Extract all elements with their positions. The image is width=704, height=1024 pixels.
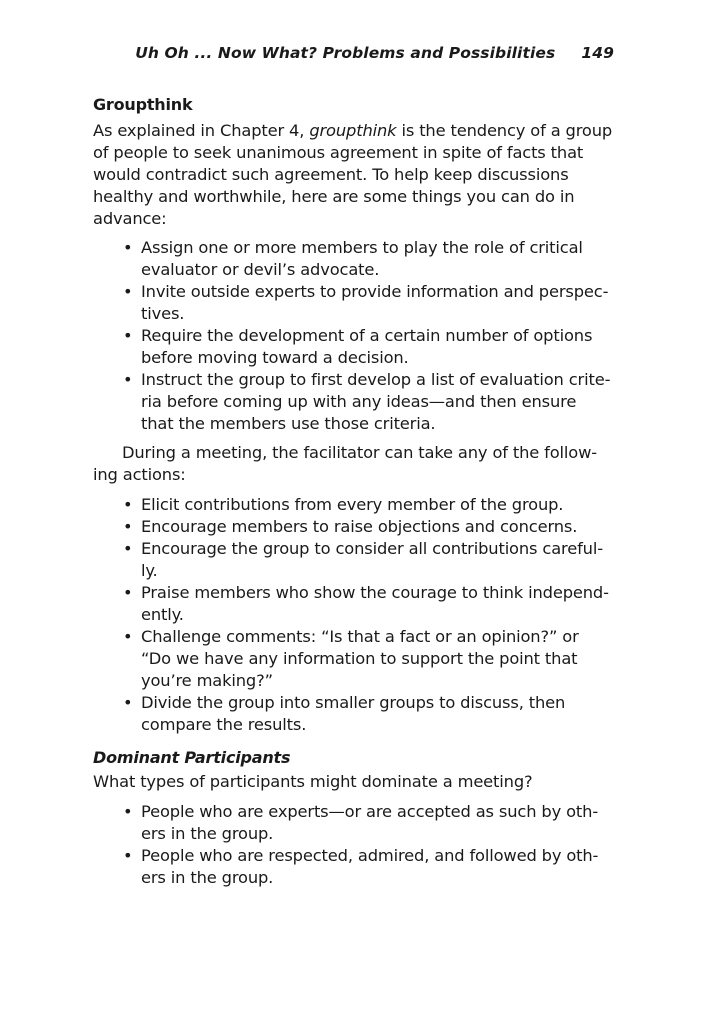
- dominant-participants-list: [93, 801, 613, 889]
- book-page: [93, 44, 613, 889]
- list-item: • Divide the group into smaller groups to discuss, then compare the results.: [123, 693, 566, 734]
- during-meeting-paragraph: During a meeting, the facilitator can take any of the follow- ing actions:: [93, 443, 597, 484]
- list-item: • Encourage the group to consider all contributions careful- ly.: [123, 539, 603, 580]
- bullet: •: [123, 627, 133, 646]
- advance-actions-list: [93, 237, 613, 435]
- bullet: •: [123, 693, 133, 712]
- list-item: • Elicit contributions from every member of the group.: [123, 495, 564, 514]
- bullet: •: [123, 583, 133, 602]
- bullet: •: [123, 846, 133, 865]
- list-item: • Invite outside experts to provide information and perspec- tives.: [123, 282, 609, 323]
- list-item: • People who are experts—or are accepted as such by oth- ers in the group.: [123, 802, 599, 843]
- during-actions-list: [93, 494, 613, 736]
- page-number: 149: [581, 44, 614, 62]
- groupthink-intro-paragraph: [93, 120, 613, 230]
- list-item: • Assign one or more members to play the role of critical evaluator or devil’s advocate.: [123, 238, 583, 279]
- intro-term: groupthink: [309, 121, 397, 140]
- list-item: • People who are respected, admired, and followed by oth- ers in the group.: [123, 846, 599, 887]
- list-item: • Instruct the group to first develop a list of evaluation crite- ria before coming up with any ideas—and then ensure that the members use those criteria.: [123, 370, 611, 433]
- bullet: •: [123, 326, 133, 345]
- bullet: •: [123, 238, 133, 257]
- section-heading-dominant-participants: Dominant Participants: [93, 748, 291, 767]
- chapter-title: Uh Oh ... Now What? Problems and Possibilities: [135, 44, 556, 62]
- list-item: • Praise members who show the courage to think independ- ently.: [123, 583, 609, 624]
- section-heading-groupthink: Groupthink: [93, 95, 193, 114]
- list-item: • Encourage members to raise objections and concerns.: [123, 517, 578, 536]
- intro-text-after: is the tendency of a group of people to seek unanimous agreement in spite of facts that would contradict such agreement. To help keep discussions healthy and worthwhile, here are some things you can do in advance:: [93, 121, 613, 228]
- running-header: [93, 44, 614, 62]
- bullet: •: [123, 370, 133, 389]
- bullet: •: [123, 495, 133, 514]
- bullet: •: [123, 517, 133, 536]
- bullet: •: [123, 539, 133, 558]
- intro-text-before: As explained in Chapter 4,: [93, 121, 310, 140]
- list-item: • Require the development of a certain number of options before moving toward a decision.: [123, 326, 593, 367]
- dominant-question-paragraph: What types of participants might dominate a meeting?: [93, 772, 533, 791]
- bullet: •: [123, 802, 133, 821]
- bullet: •: [123, 282, 133, 301]
- list-item: • Challenge comments: “Is that a fact or an opinion?” or “Do we have any information to support the point that you’re making?”: [123, 627, 579, 690]
